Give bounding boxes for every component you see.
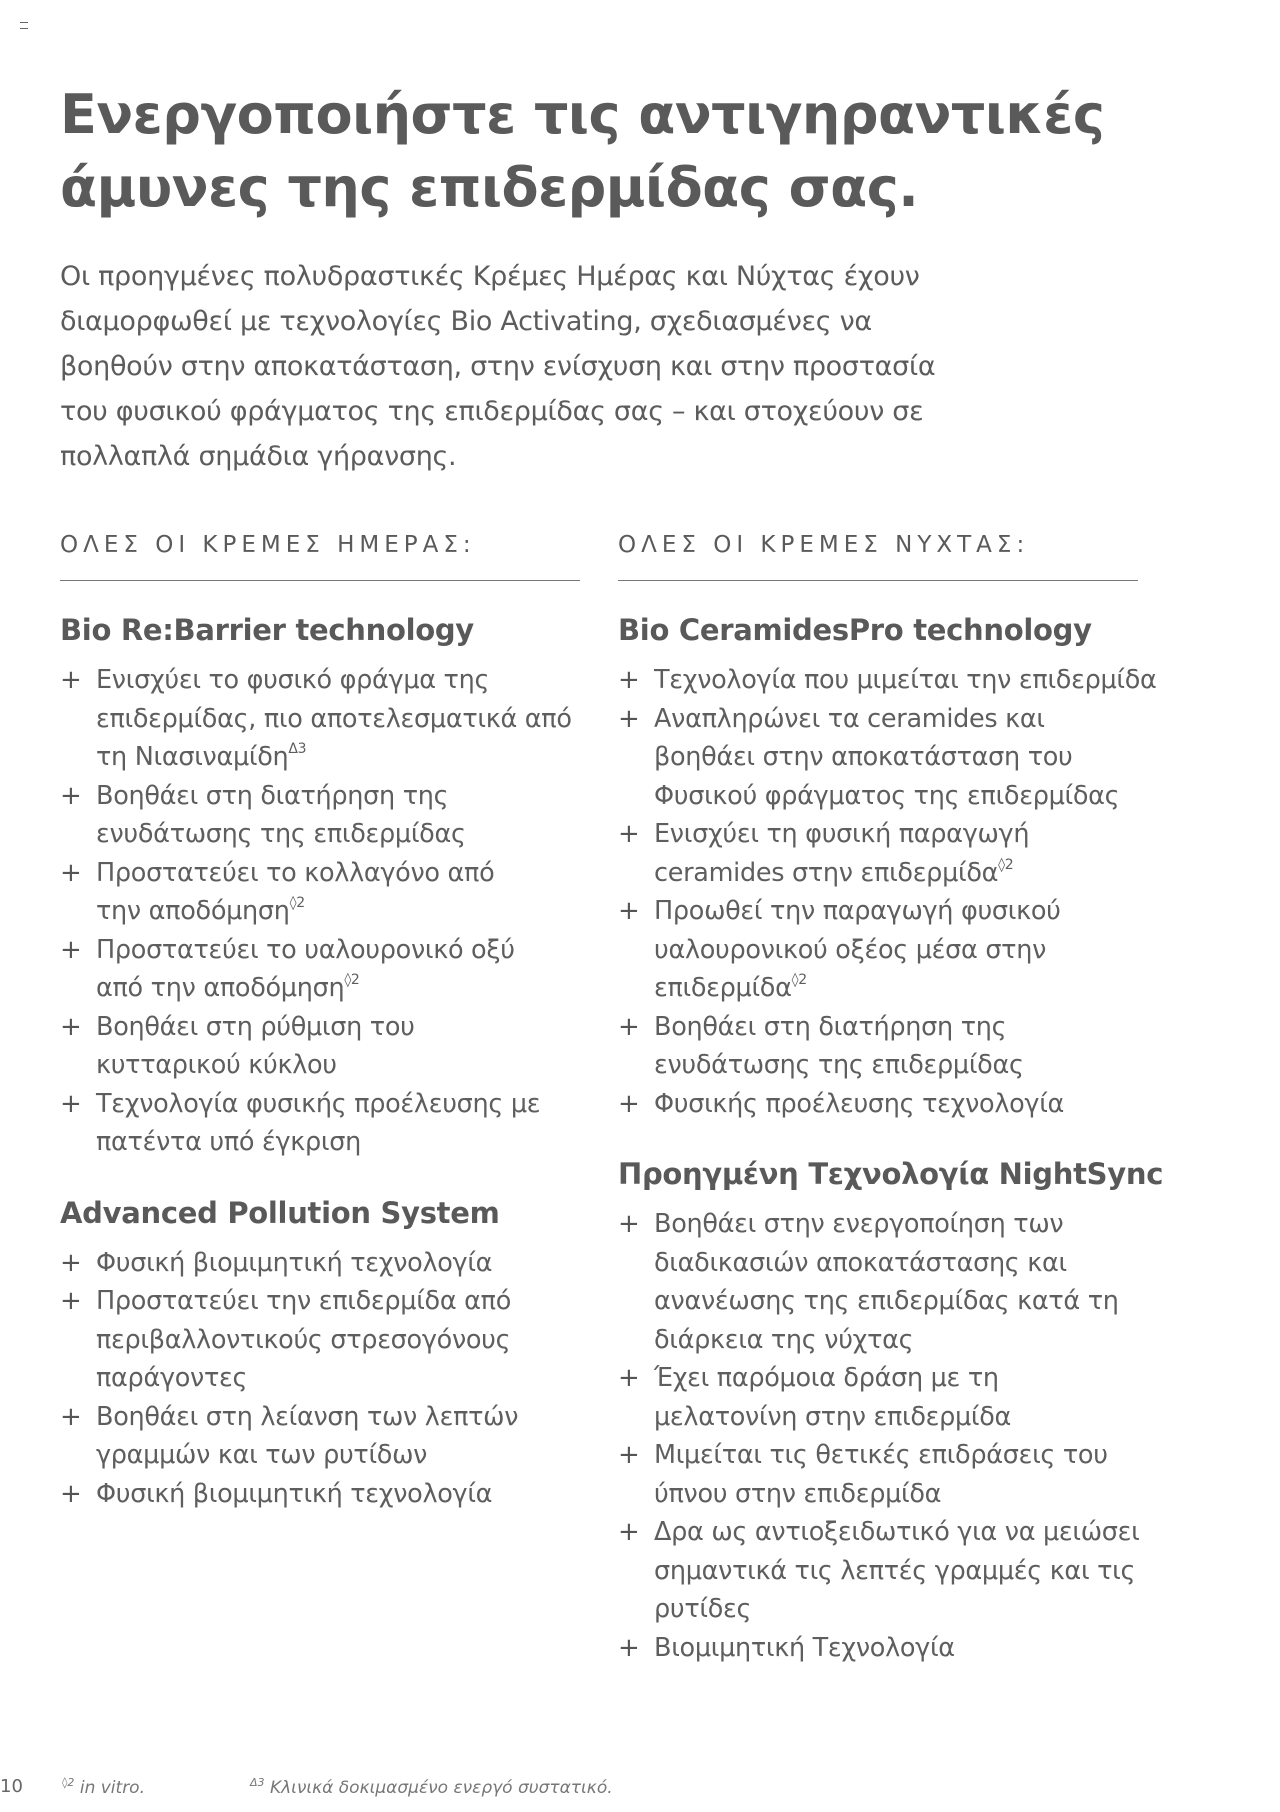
benefit-text: Βιομιμητική Τεχνολογία xyxy=(654,1632,955,1663)
benefit-text-line xyxy=(96,738,580,777)
benefit-item xyxy=(60,1244,580,1283)
footnote-reference: ◊2 xyxy=(998,856,1014,873)
benefit-text: Δρα ως αντιοξειδωτικό για να μειώσει xyxy=(654,1517,1140,1547)
benefit-text-line xyxy=(96,854,580,893)
night-creams-column xyxy=(618,530,1164,1697)
footnote-reference: ◊2 xyxy=(289,895,305,911)
plus-icon: + xyxy=(60,1088,82,1119)
benefit-text: Ενισχύει τη φυσική παραγωγή xyxy=(654,819,1030,849)
benefit-text-line xyxy=(654,1282,1138,1321)
plus-icon: + xyxy=(618,1440,640,1470)
column-divider xyxy=(60,580,580,581)
footnote-in-vitro xyxy=(62,1778,145,1798)
benefit-item xyxy=(60,1008,580,1085)
benefit-text: ύπνου στην επιδερμίδα xyxy=(654,1478,942,1509)
benefit-text-line xyxy=(96,1282,580,1321)
benefit-text: γραμμών και των ρυτίδων xyxy=(96,1440,428,1470)
benefit-text: Προωθεί την παραγωγή φυσικού xyxy=(654,896,1061,926)
technology-block xyxy=(618,609,1157,1123)
column-divider xyxy=(618,580,1138,581)
technology-title: Bio CeramidesPro technology xyxy=(618,613,1092,647)
column-heading: ΟΛΕΣ ΟΙ ΚΡΕΜΕΣ ΝΥΧΤΑΣ: xyxy=(618,532,1030,558)
benefit-text: κυτταρικού κύκλου xyxy=(96,1050,337,1080)
benefit-text: Βοηθάει στην ενεργοποίηση των xyxy=(654,1209,1064,1239)
benefit-text-line xyxy=(654,1475,1138,1514)
benefit-text: μελατονίνη στην επιδερμίδα xyxy=(654,1401,1012,1432)
benefit-text-line xyxy=(96,1359,580,1398)
plus-icon: + xyxy=(60,1247,82,1278)
technology-block xyxy=(60,1192,580,1514)
benefit-text: Μιμείται τις θετικές επιδράσεις του xyxy=(654,1440,1108,1470)
footnote-text: Κλινικά δοκιμασμένο ενεργό συστατικό. xyxy=(269,1778,613,1798)
benefit-text-line xyxy=(96,1123,580,1162)
benefit-text: Έχει παρόμοια δράση με τη xyxy=(654,1363,999,1393)
benefit-text: ενυδάτωσης της επιδερμίδας xyxy=(96,819,466,849)
benefit-item xyxy=(618,892,1138,1008)
plus-icon: + xyxy=(618,1632,640,1663)
benefit-text: βοηθάει στην αποκατάσταση του xyxy=(654,742,1073,772)
benefit-list xyxy=(618,1205,1138,1667)
benefit-item xyxy=(618,1629,1138,1668)
plus-icon: + xyxy=(60,1286,82,1316)
intro-line: βοηθούν στην αποκατάσταση, στην ενίσχυση και στην προστασία xyxy=(60,351,936,382)
benefit-text: διαδικασιών αποκατάστασης και xyxy=(654,1247,1067,1278)
plus-icon: + xyxy=(618,1517,640,1547)
technology-block xyxy=(60,609,580,1162)
benefit-text: Βοηθάει στη διατήρηση της xyxy=(96,780,449,811)
benefit-text: Ενισχύει το φυσικό φράγμα της xyxy=(96,665,490,695)
benefit-text: διάρκεια της νύχτας xyxy=(654,1324,914,1355)
benefit-text: Βοηθάει στη ρύθμιση του xyxy=(96,1011,415,1042)
benefit-text-line xyxy=(654,1398,1138,1437)
benefit-text-line xyxy=(96,1475,580,1514)
benefit-text: Αναπληρώνει τα ceramides και xyxy=(654,703,1045,734)
benefit-item xyxy=(60,661,580,777)
benefit-text-line xyxy=(654,1436,1138,1475)
benefit-item xyxy=(618,1205,1138,1359)
plus-icon: + xyxy=(60,934,82,965)
plus-icon: + xyxy=(60,1478,82,1509)
benefit-text: Φυσική βιομιμητική τεχνολογία xyxy=(96,1247,493,1278)
plus-icon: + xyxy=(60,1011,82,1042)
intro-paragraph xyxy=(60,254,1060,479)
benefit-text-line xyxy=(654,777,1138,816)
footnote-reference: Δ3 xyxy=(288,741,307,757)
benefit-text-line xyxy=(96,1244,580,1283)
technology-title: Προηγμένη Τεχνολογία NightSync xyxy=(618,1157,1164,1191)
day-creams-column xyxy=(60,530,580,1543)
benefit-text-line xyxy=(654,1590,1138,1629)
benefit-item xyxy=(618,815,1138,892)
benefit-text-line xyxy=(654,931,1138,970)
menu-icon[interactable] xyxy=(20,22,28,29)
intro-line: Οι προηγμένες πολυδραστικές Κρέμες Ημέρας και Νύχτας έχουν xyxy=(60,261,920,292)
benefit-text-line xyxy=(96,1398,580,1437)
benefit-text-line xyxy=(96,1321,580,1360)
benefit-text-line xyxy=(654,1046,1138,1085)
benefit-item xyxy=(60,1398,580,1475)
technology-block xyxy=(618,1153,1164,1667)
benefit-text-line xyxy=(654,1008,1138,1047)
benefit-text: Φυσικού φράγματος της επιδερμίδας xyxy=(654,780,1120,811)
benefit-text-line xyxy=(654,1244,1138,1283)
plus-icon: + xyxy=(60,780,82,811)
benefit-item xyxy=(618,1436,1138,1513)
benefit-text-line xyxy=(96,661,580,700)
footnote-mark: ◊2 xyxy=(62,1776,75,1789)
benefit-item xyxy=(618,700,1138,816)
benefit-text-line xyxy=(654,1321,1138,1360)
benefit-text-line xyxy=(96,931,580,970)
plus-icon: + xyxy=(60,665,82,695)
benefit-text: ceramides στην επιδερμίδα xyxy=(654,857,999,888)
benefit-text: πατέντα υπό έγκριση xyxy=(96,1127,361,1157)
benefit-text-line xyxy=(654,1085,1138,1124)
benefit-text: παράγοντες xyxy=(96,1363,248,1393)
benefit-text: Βοηθάει στη διατήρηση της xyxy=(654,1011,1007,1042)
page-title xyxy=(60,78,1105,224)
benefit-text: Φυσική βιομιμητική τεχνολογία xyxy=(96,1478,493,1509)
benefit-text-line xyxy=(654,738,1138,777)
page-number: 10 xyxy=(0,1776,23,1797)
title-line-2: άμυνες της επιδερμίδας σας. xyxy=(60,156,919,219)
plus-icon: + xyxy=(60,857,82,888)
benefit-text-line xyxy=(96,815,580,854)
plus-icon: + xyxy=(618,819,640,849)
benefit-text-line xyxy=(96,777,580,816)
benefit-text: Βοηθάει στη λείανση των λεπτών xyxy=(96,1401,519,1432)
benefit-item xyxy=(618,1085,1138,1124)
benefit-item xyxy=(618,1008,1138,1085)
benefit-text-line xyxy=(654,969,1138,1008)
benefit-text: Φυσικής προέλευσης τεχνολογία xyxy=(654,1088,1065,1119)
benefit-text-line xyxy=(96,700,580,739)
plus-icon: + xyxy=(618,703,640,734)
benefit-item xyxy=(60,854,580,931)
benefit-text-line xyxy=(96,1046,580,1085)
benefit-text: τη Νιασιναμίδη xyxy=(96,742,289,772)
benefit-text-line xyxy=(654,1359,1138,1398)
plus-icon: + xyxy=(618,1088,640,1119)
technology-blocks xyxy=(60,609,580,1513)
footnote-reference: ◊2 xyxy=(344,972,360,988)
benefit-text-line xyxy=(654,1552,1138,1591)
intro-line: πολλαπλά σημάδια γήρανσης. xyxy=(60,441,457,472)
benefit-item xyxy=(618,1359,1138,1436)
footnote-reference: ◊2 xyxy=(791,972,807,988)
benefit-text-line xyxy=(654,892,1138,931)
benefit-text-line xyxy=(654,661,1157,700)
benefit-text: Τεχνολογία φυσικής προέλευσης με xyxy=(96,1088,541,1119)
benefit-item xyxy=(60,1475,580,1514)
benefit-text-line xyxy=(96,892,580,931)
benefit-text-line xyxy=(96,1008,580,1047)
footnote-text: in vitro. xyxy=(79,1778,145,1798)
benefit-text-line xyxy=(96,1085,580,1124)
title-line-1: Ενεργοποιήστε τις αντιγηραντικές xyxy=(60,83,1105,146)
benefit-text-line xyxy=(654,1629,1138,1668)
technology-title: Advanced Pollution System xyxy=(60,1195,500,1230)
benefit-item xyxy=(618,1513,1138,1629)
benefit-text: επιδερμίδας, πιο αποτελεσματικά από xyxy=(96,703,572,734)
benefit-text-line xyxy=(96,969,580,1008)
footnote-clinically-tested xyxy=(250,1778,613,1798)
plus-icon: + xyxy=(618,896,640,926)
benefit-text: περιβαλλοντικούς στρεσογόνους xyxy=(96,1324,511,1355)
benefit-list xyxy=(60,661,580,1162)
benefit-text-line xyxy=(654,1513,1138,1552)
benefit-list xyxy=(618,661,1157,1123)
benefit-item xyxy=(60,1282,580,1398)
intro-line: διαμορφωθεί με τεχνολογίες Bio Activating, σχεδιασμένες να xyxy=(60,306,872,337)
benefit-text: ρυτίδες xyxy=(654,1594,752,1624)
plus-icon: + xyxy=(60,1401,82,1432)
benefit-text: ενυδάτωσης της επιδερμίδας xyxy=(654,1050,1024,1080)
benefit-item xyxy=(618,661,1157,700)
technology-title: Bio Re:Barrier technology xyxy=(60,613,474,647)
benefit-text: από την αποδόμηση xyxy=(96,973,345,1003)
benefit-text-line xyxy=(654,1205,1138,1244)
footnote-mark: Δ3 xyxy=(250,1776,265,1789)
benefit-text-line xyxy=(654,854,1138,893)
benefit-text: Τεχνολογία που μιμείται την επιδερμίδα xyxy=(654,665,1157,695)
technology-blocks xyxy=(618,609,1164,1667)
benefit-item xyxy=(60,777,580,854)
benefit-text: Προστατεύει το κολλαγόνο από xyxy=(96,857,495,888)
intro-line: του φυσικού φράγματος της επιδερμίδας σας – και στοχεύουν σε xyxy=(60,396,924,427)
benefit-text-line xyxy=(96,1436,580,1475)
plus-icon: + xyxy=(618,1363,640,1393)
benefit-text: Προστατεύει το υαλουρονικό οξύ xyxy=(96,934,515,965)
benefit-text-line xyxy=(654,700,1138,739)
benefit-text: σημαντικά τις λεπτές γραμμές και τις xyxy=(654,1555,1136,1586)
plus-icon: + xyxy=(618,1209,640,1239)
benefit-text: την αποδόμηση xyxy=(96,896,290,926)
benefit-text: ανανέωσης της επιδερμίδας κατά τη xyxy=(654,1286,1119,1316)
plus-icon: + xyxy=(618,1011,640,1042)
plus-icon: + xyxy=(618,665,640,695)
benefit-list xyxy=(60,1244,580,1514)
benefit-text: επιδερμίδα xyxy=(654,973,792,1003)
benefit-item xyxy=(60,931,580,1008)
benefit-item xyxy=(60,1085,580,1162)
benefit-text: Προστατεύει την επιδερμίδα από xyxy=(96,1286,512,1316)
column-heading: ΟΛΕΣ ΟΙ ΚΡΕΜΕΣ ΗΜΕΡΑΣ: xyxy=(60,532,476,558)
benefit-text-line xyxy=(654,815,1138,854)
benefit-text: υαλουρονικού οξέος μέσα στην xyxy=(654,934,1047,965)
